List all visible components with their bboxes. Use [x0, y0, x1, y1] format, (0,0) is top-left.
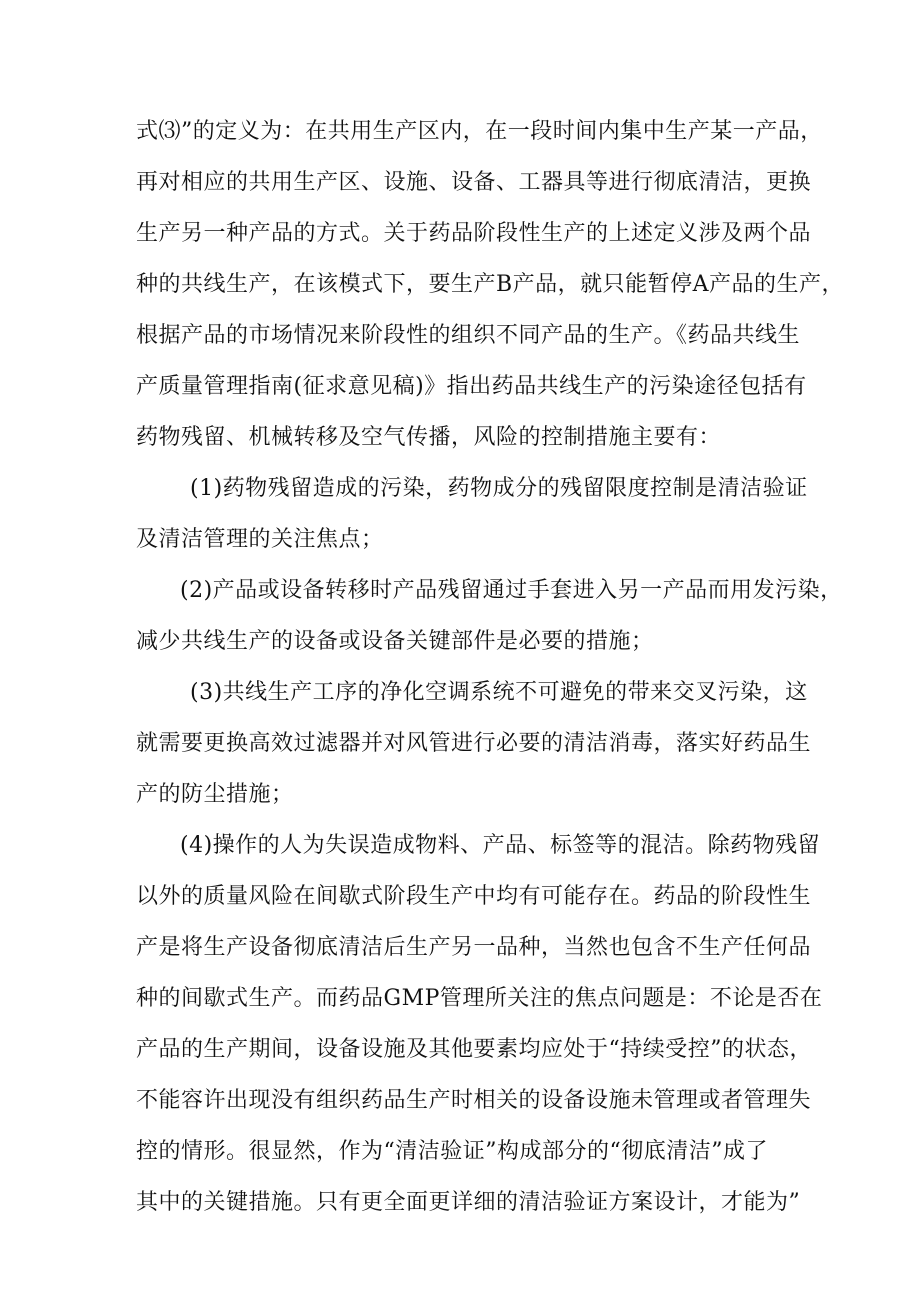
text-line: (4)操作的人为失误造成物料、产品、标签等的混洁。除药物残留	[180, 833, 821, 858]
text-line: 生产另一种产品的方式。关于药品阶段性生产的上述定义涉及两个品	[136, 221, 812, 246]
text-line: 产品的生产期间，设备设施及其他要素均应处于“持续受控”的状态，	[136, 1037, 812, 1062]
text-line: 根据产品的市场情况来阶段性的组织不同产品的生产。《药品共线生	[136, 323, 801, 348]
text-line: 式⑶”的定义为：在共用生产区内，在一段时间内集中生产某一产品，	[136, 119, 823, 144]
text-line: (2)产品或设备转移时产品残留通过手套进入另一产品而用发污染，	[180, 578, 843, 603]
text-line: 以外的质量风险在间歇式阶段生产中均有可能存在。药品的阶段性生	[136, 884, 812, 909]
text-line: 种的间歇式生产。而药品GMP管理所关注的焦点问题是：不论是否在	[136, 986, 823, 1011]
text-line: (1)药物残留造成的污染，药物成分的残留限度控制是清洁验证	[190, 476, 808, 501]
text-line: 不能容许出现没有组织药品生产时相关的设备设施未管理或者管理失	[136, 1088, 812, 1113]
text-line: 产质量管理指南(征求意见稿)》指出药品共线生产的污染途径包括有	[136, 374, 807, 399]
text-line: 其中的关键措施。只有更全面更详细的清洁验证方案设计，才能为”	[136, 1190, 801, 1215]
text-line: 产是将生产设备彻底清洁后生产另一品种，当然也包含不生产任何品	[136, 935, 812, 960]
text-line: 药物残留、机械转移及空气传播，风险的控制措施主要有：	[136, 425, 722, 450]
text-line: (3)共线生产工序的净化空调系统不可避免的带来交叉污染，这	[190, 680, 808, 705]
text-line: 再对相应的共用生产区、设施、设备、工器具等进行彻底清洁，更换	[136, 170, 812, 195]
text-line: 控的情形。很显然，作为“清洁验证”构成部分的“彻底清洁”成了	[136, 1139, 768, 1164]
text-line: 产的防尘措施；	[136, 782, 294, 807]
text-line: 就需要更换高效过滤器并对风管进行必要的清洁消毒，落实好药品生	[136, 731, 812, 756]
text-line: 减少共线生产的设备或设备关键部件是必要的措施；	[136, 629, 654, 654]
text-line: 及清洁管理的关注焦点；	[136, 527, 384, 552]
text-line: 种的共线生产，在该模式下，要生产B产品，就只能暂停A产品的生产，	[136, 272, 845, 297]
